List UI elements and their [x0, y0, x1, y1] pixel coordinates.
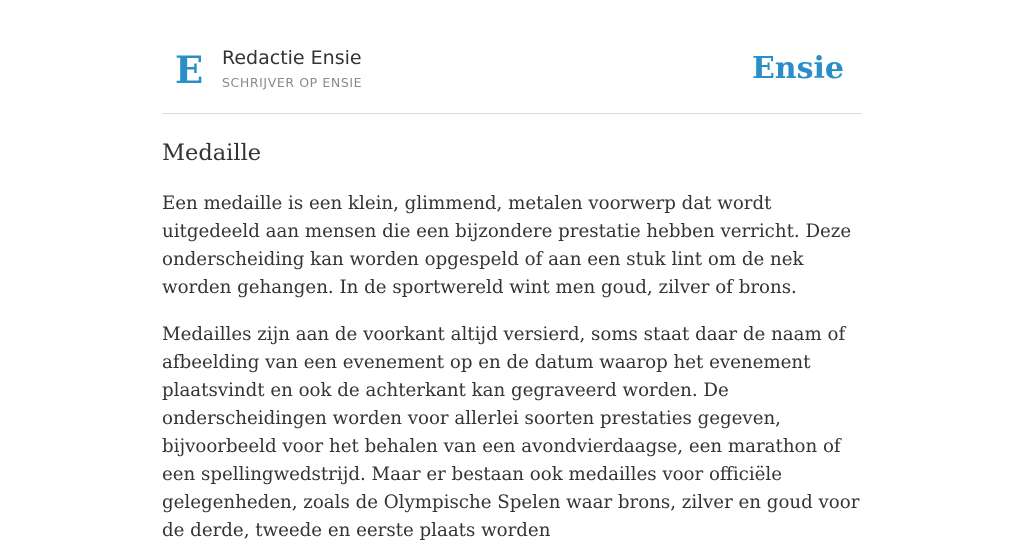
author-header — [162, 0, 862, 114]
author-role: SCHRIJVER OP ENSIE — [222, 75, 363, 90]
article-paragraph-1: Een medaille is een klein, glimmend, metalen voorwerp dat wordt uitgedeeld aan mensen die een bijzondere prestatie hebben verricht. Deze onderscheiding kan worden opgespeld of aan een stuk lint om de nek worden gehangen. In de sportwereld wint men goud, zilver of brons. — [162, 193, 852, 298]
article-title: Medaille — [162, 140, 262, 166]
brand-logo[interactable]: Ensie — [751, 51, 844, 86]
author-name[interactable]: Redactie Ensie — [222, 47, 362, 69]
author-avatar-logo[interactable]: E — [175, 48, 204, 92]
article-paragraph-2: Medailles zijn aan de voorkant altijd versierd, soms staat daar de naam of afbeelding van een evenement op en de datum waarop het evenement plaatsvindt en ook de achterkant kan gegraveerd worden. De onderscheidingen worden voor allerlei soorten prestaties gegeven, bijvoorbeeld voor het behalen van een avondvierdaagse, een marathon of een spellingwedstrijd. Maar er bestaan ook medailles voor officiële gelegenheden, zoals de Olympische Spelen waar brons, zilver en goud voor de derde, tweede en eerste plaats worden — [162, 324, 860, 541]
article-container — [162, 0, 862, 541]
